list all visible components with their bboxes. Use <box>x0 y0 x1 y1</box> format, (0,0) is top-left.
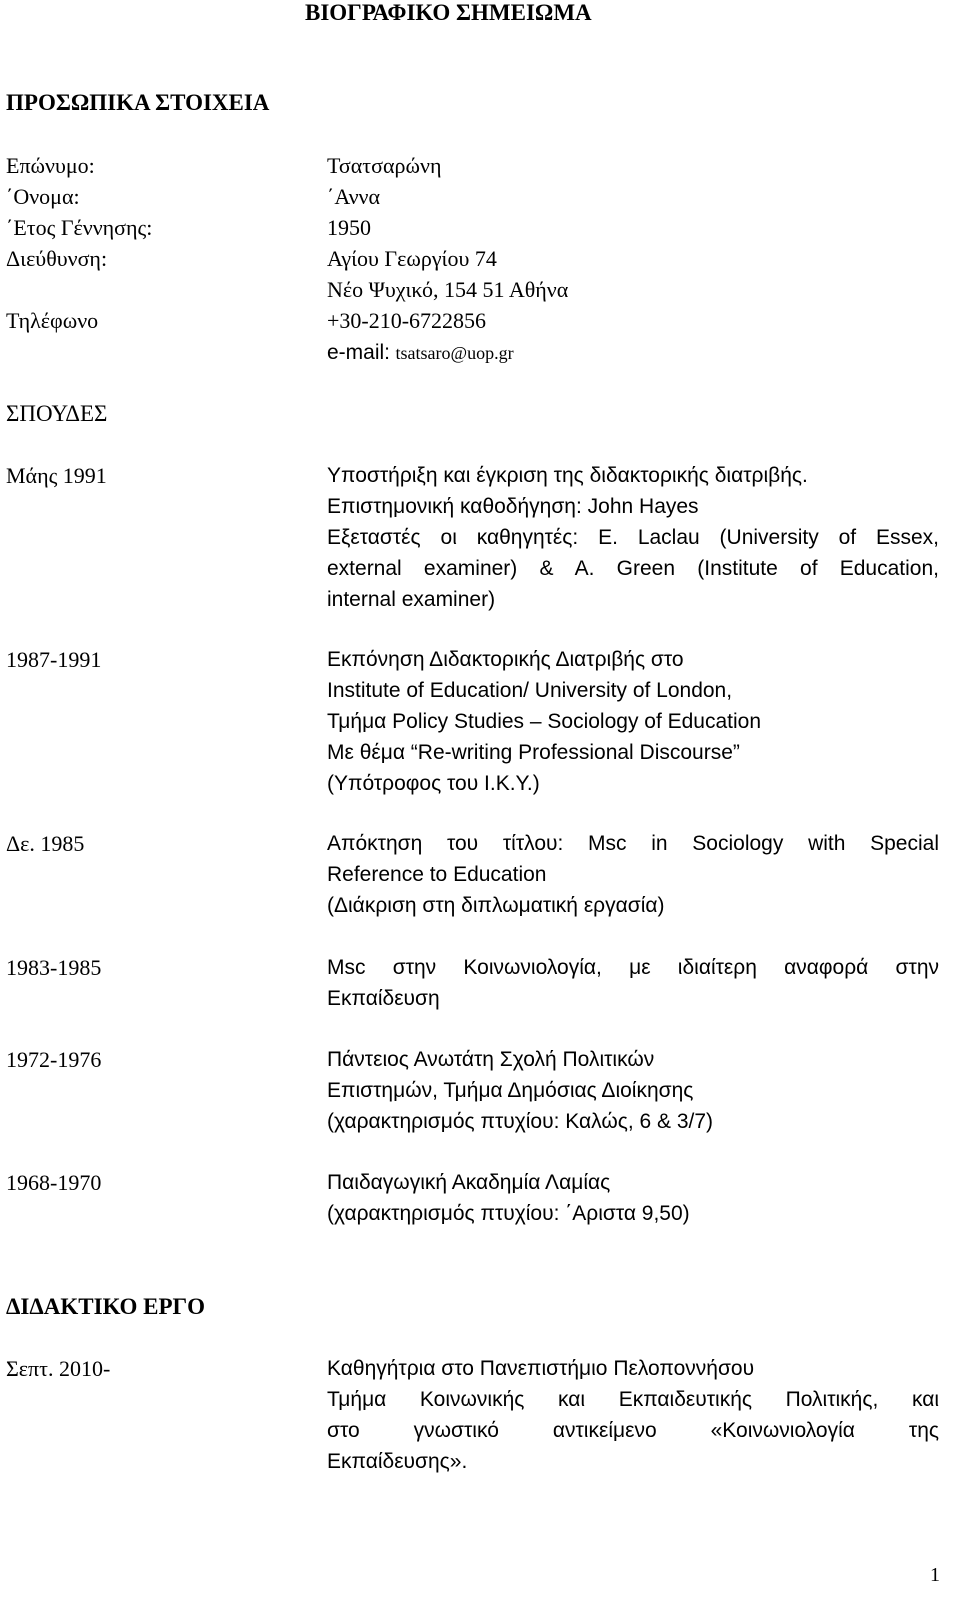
teaching-line: Τμήμα Κοινωνικής και Εκπαιδευτικής Πολιτικής, και <box>327 1388 939 1411</box>
teaching-date: Σεπτ. 2010- <box>6 1356 111 1381</box>
studies-heading: ΣΠΟΥΔΕΣ <box>6 401 108 426</box>
address-label: Διεύθυνση: <box>6 246 108 271</box>
study-line: (χαρακτηρισμός πτυχίου: Καλώς, 6 & 3/7) <box>327 1110 714 1133</box>
email-link[interactable]: tsatsaro@uop.gr <box>395 343 514 363</box>
email-row <box>327 336 514 369</box>
surname-value: Τσατσαρώνη <box>327 153 442 178</box>
study-line: Msc στην Κοινωνιολογία, με ιδιαίτερη αναφορά στην <box>327 956 939 979</box>
email-label: e-mail: <box>327 341 391 364</box>
study-line: Πάντειος Ανωτάτη Σχολή Πολιτικών <box>327 1048 655 1071</box>
study-line: (Υπότροφος του Ι.Κ.Υ.) <box>327 772 540 795</box>
study-entry-text <box>327 460 939 615</box>
teaching-heading: ΔΙΔΑΚΤΙΚΟ ΕΡΓΟ <box>6 1294 206 1319</box>
study-date: 1983-1985 <box>6 955 102 980</box>
study-entry-text <box>327 952 939 1014</box>
study-line: Institute of Education/ University of London, <box>327 679 733 702</box>
name-value: ΄Αννα <box>327 184 381 209</box>
teaching-line: στο γνωστικό αντικείμενο «Κοινωνιολογία της <box>327 1419 939 1442</box>
study-line: (Διάκριση στη διπλωματική εργασία) <box>327 894 665 917</box>
study-date: 1972-1976 <box>6 1047 102 1072</box>
teaching-line: Καθηγήτρια στο Πανεπιστήμιο Πελοποννήσου <box>327 1357 755 1380</box>
study-line: Επιστημών, Τμήμα Δημόσιας Διοίκησης <box>327 1079 694 1102</box>
study-line: Τμήμα Policy Studies – Sociology of Education <box>327 710 762 733</box>
study-line: (χαρακτηρισμός πτυχίου: ΄Αριστα 9,50) <box>327 1202 690 1225</box>
study-entry-text <box>327 644 939 799</box>
page-number: 1 <box>930 1564 940 1586</box>
study-line: internal examiner) <box>327 588 496 611</box>
study-date: Δε. 1985 <box>6 831 85 856</box>
study-line: Εκπαίδευση <box>327 987 440 1010</box>
study-line: Εκπόνηση Διδακτορικής Διατριβής στο <box>327 648 684 671</box>
study-entry-text <box>327 1167 939 1229</box>
study-line: Με θέμα “Re-writing Professional Discourse” <box>327 741 740 764</box>
birth-label: ΄Ετος Γέννησης: <box>6 215 153 240</box>
study-line: Παιδαγωγική Ακαδημία Λαμίας <box>327 1171 611 1194</box>
teaching-line: Εκπαίδευσης». <box>327 1450 468 1473</box>
study-date: Μάης 1991 <box>6 463 107 488</box>
birth-value: 1950 <box>327 215 371 240</box>
study-date: 1987-1991 <box>6 647 102 672</box>
study-line: Reference to Education <box>327 863 547 886</box>
address-line2: Νέο Ψυχικό, 154 51 Αθήνα <box>327 277 569 302</box>
document-title: ΒΙΟΓΡΑΦΙΚΟ ΣΗΜΕΙΩΜΑ <box>305 0 592 25</box>
study-line: Απόκτηση του τίτλου: Msc in Sociology with Special <box>327 832 939 855</box>
surname-label: Επώνυμο: <box>6 153 95 178</box>
study-line: Υποστήριξη και έγκριση της διδακτορικής διατριβής. <box>327 464 808 487</box>
personal-heading: ΠΡΟΣΩΠΙΚΑ ΣΤΟΙΧΕΙΑ <box>6 90 270 115</box>
address-line1: Αγίου Γεωργίου 74 <box>327 246 497 271</box>
teaching-entry-text <box>327 1353 939 1477</box>
phone-value: +30-210-6722856 <box>327 308 487 333</box>
study-entry-text <box>327 1044 939 1137</box>
study-line: Εξεταστές οι καθηγητές: E. Laclau (University of Essex, <box>327 526 939 549</box>
phone-label: Τηλέφωνο <box>6 308 99 333</box>
name-label: ΄Ονομα: <box>6 184 80 209</box>
study-date: 1968-1970 <box>6 1170 102 1195</box>
study-line: Επιστημονική καθοδήγηση: John Hayes <box>327 495 699 518</box>
study-line: external examiner) & A. Green (Institute of Education, <box>327 557 939 580</box>
study-entry-text <box>327 828 939 921</box>
